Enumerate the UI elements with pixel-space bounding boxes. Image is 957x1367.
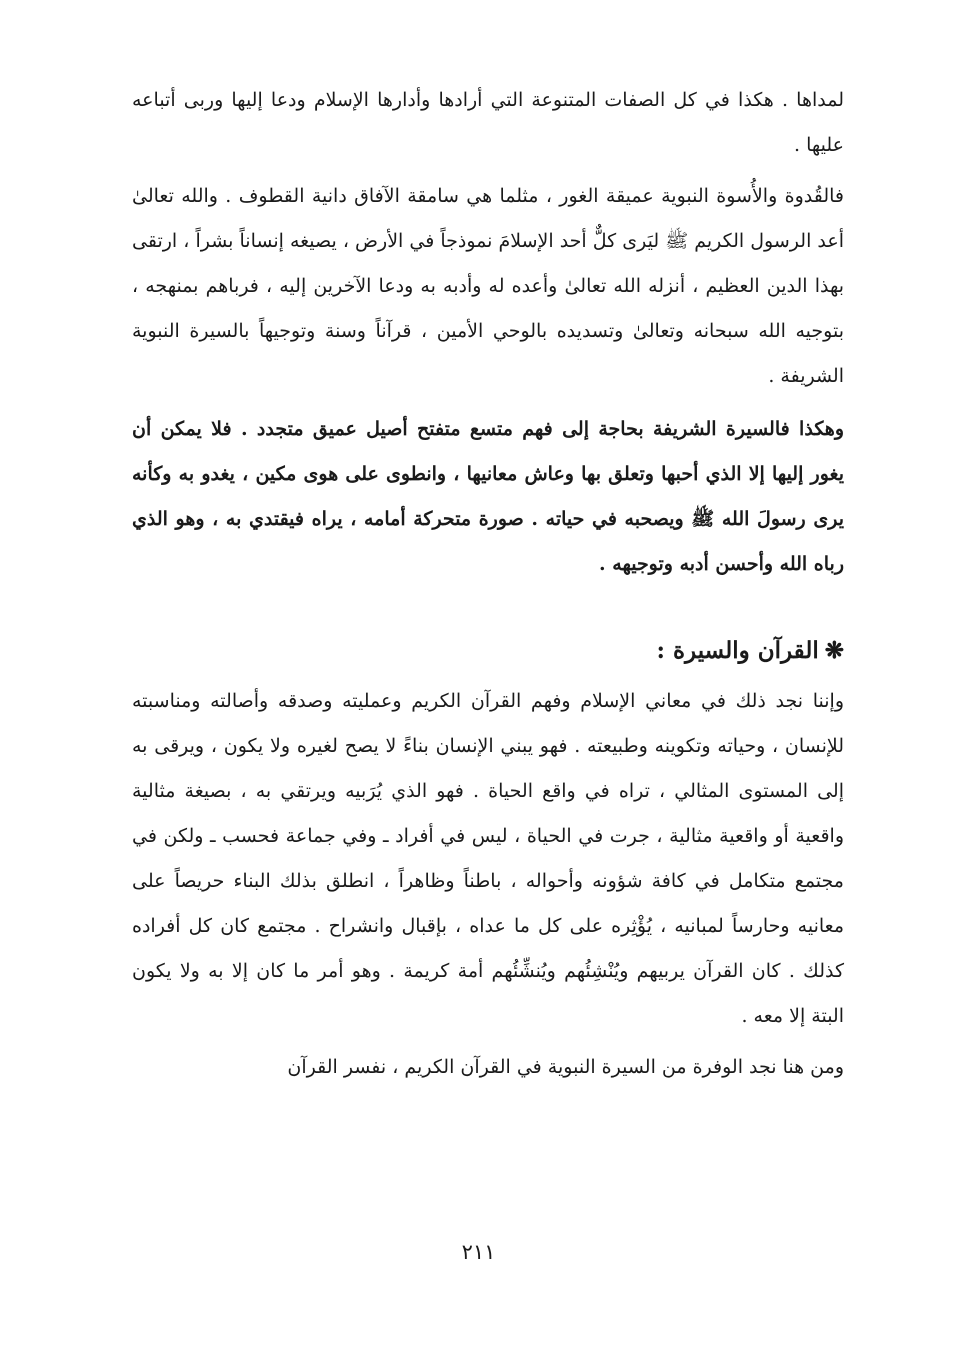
paragraph-5: ومن هنا نجد الوفرة من السيرة النبوية في القرآن الكريم ، نفسر القرآن [287,1056,844,1078]
paragraph-3-bold: وهكذا فالسيرة الشريفة بحاجة إلى فهم متسع متفتح أصيل عميق متجدد . فلا يمكن أن يغور إليها إلا الذي أحبها وتعلق بها وعاش معانيها ، وانطوى على هوى مكين ، يغدو به وكأنه يرى رسولَ الله ﷺ ويصحبه في حياته . صورة متحركة أمامه ، يراه فيقتدي به ، وهو الذي رباه الله وأحسن أدبه وتوجيهه . [132,418,844,575]
page-body [132,78,844,1090]
section-heading [132,627,844,675]
asterisk-icon: ❋ [824,637,844,664]
section-title: القرآن والسيرة : [656,637,819,664]
page-number: ٢١١ [461,1240,496,1264]
paragraph-1: لمداها . هكذا في كل الصفات المتنوعة التي أرادها وأدارها الإسلام ودعا إليها وربى أتباعه عليها . [132,89,844,156]
paragraph-4: وإننا نجد ذلك في معاني الإسلام وفهم القرآن الكريم وعمليته وصدقه وأصالته ومناسبته للإنسان ، وحياته وتكوينه وطبيعته . فهو يبني الإنسان بناءً لا يصح لغيره ولا يكون ، ويرقى به إلى المستوى المثالي ، تراه في واقع الحياة . فهو الذي يُرَبيه ويرتقي به ، بصيغة مثالية واقعية أو واقعية مثالية ، جرت في الحياة ، ليس في أفراد ـ وفي جماعة فحسب ـ ولكن في مجتمع متكامل في كافة شؤونه وأحواله ، باطناً وظاهراً ، انطلق بذلك البناء حريصاً على معانيه وحارساً لمبانيه ، يُؤْثِره على كل ما عداه ، بإقبال وانشراح . مجتمع كان كل أفراده كذلك . كان القرآن يربيهم ويُنْشِئُهم ويُنشِّئُهم أمة كريمة . وهو أمر ما كان إلا به ولا يكون البتة إلا معه . [132,690,844,1027]
paragraph-2: فالقُدوة والأُسوة النبوية عميقة الغور ، مثلما هي سامقة الآفاق دانية القطوف . والله تعالىٰ أعد الرسول الكريم ﷺ ليَرى كلٌّ أحد الإسلامَ نموذجاً في الأرض ، يصيغه إنساناً بشراً ، ارتقى بهذا الدين العظيم ، أنزله الله تعالىٰ وأعده له وأدبه به ودعا الآخرين إليه ، فرباهم بمنهجه ، بتوجيه الله سبحانه وتعالىٰ وتسديده بالوحي الأمين ، قرآناً وسنة وتوجيهاً بالسيرة النبوية الشريفة . [132,185,844,387]
